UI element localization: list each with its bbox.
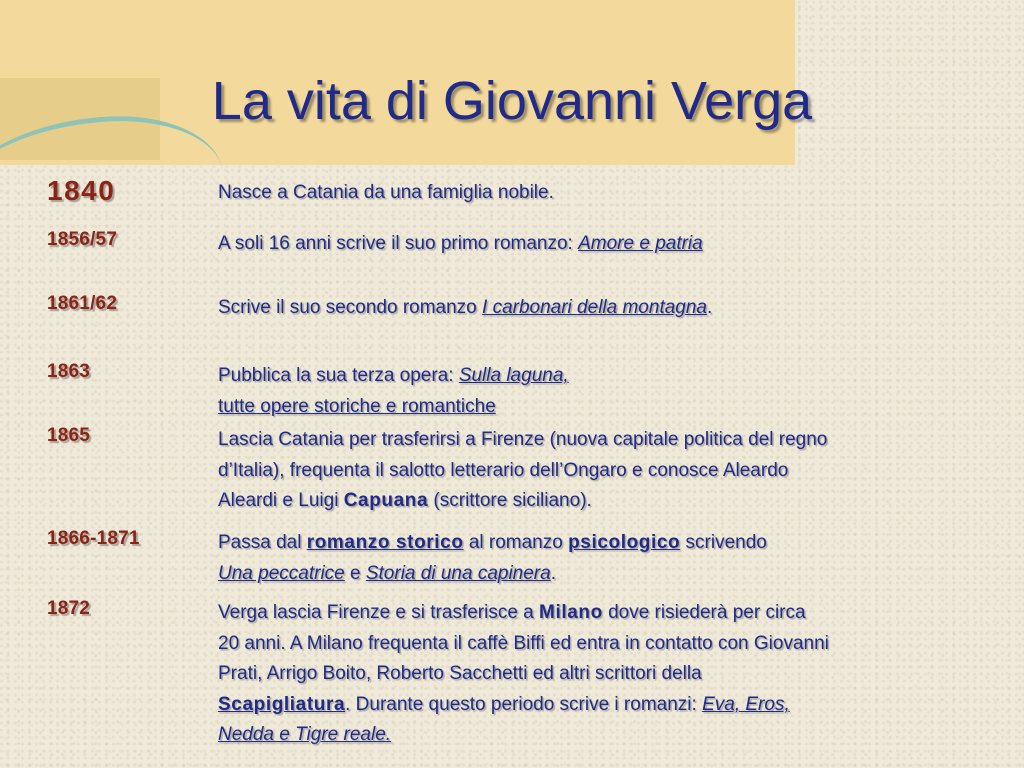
link-scapigliatura[interactable]: Scapigliatura [218,693,346,715]
link-romanzo-storico[interactable]: romanzo storico [306,532,464,553]
event-line: Lascia Catania per trasferirsi a Firenze (nuova capitale politica del regno [218,429,828,450]
work-link-nedda-tigre[interactable]: Nedda e Tigre reale. [218,724,392,745]
works-note-link[interactable]: tutte opere storiche e romantiche [218,395,496,417]
work-link-sulla-laguna[interactable]: Sulla laguna, [458,365,569,386]
event-text-end: . [550,562,556,584]
event-text: A soli 16 anni scrive il suo primo romanzo: [218,233,579,254]
event-text: Passa dal [218,532,307,553]
work-link-una-peccatrice[interactable]: Una peccatrice [218,562,345,584]
event-text: Pubblica la sua terza opera: [218,365,459,386]
event-description [218,229,978,260]
event-text-end: . [707,297,713,318]
year-label: 1866-1871 [47,528,140,549]
event-text: al romanzo [463,532,569,553]
year-label: 1863 [47,361,91,382]
place-milano: Milano [539,602,603,623]
event-text: . Durante questo periodo scrive i romanzi: [345,693,703,715]
work-link-amore-e-patria[interactable]: Amore e patria [578,233,703,254]
work-link-eva-eros[interactable]: Eva, Eros, [702,693,790,715]
event-text: (scrittore siciliano). [428,490,592,511]
year-label: 1840 [47,175,116,206]
event-line: d’Italia), frequenta il salotto letterario dell’Ongaro e conosce Aleardo [218,459,789,481]
name-capuana: Capuana [343,490,429,511]
event-description [218,361,978,422]
event-text: dove risiederà per circa [602,602,806,623]
event-description [218,425,978,517]
year-label: 1856/57 [47,229,118,250]
year-label: 1861/62 [47,293,118,314]
slide-title: La vita di Giovanni Verga [211,71,813,131]
year-label: 1872 [47,598,91,619]
year-label: 1865 [47,425,91,446]
event-text: Aleardi e Luigi [218,490,344,511]
work-link-storia-capinera[interactable]: Storia di una capinera [365,562,551,584]
event-description [218,293,978,324]
event-text: scrivendo [680,532,767,553]
event-text: e [344,562,366,584]
event-line: Prati, Arrigo Boito, Roberto Sacchetti ed altri scrittori della [218,663,702,684]
work-link-i-carbonari[interactable]: I carbonari della montagna [482,297,707,318]
event-description [218,598,978,751]
link-psicologico[interactable]: psicologico [568,532,681,553]
event-description [218,178,978,209]
event-description [218,528,978,589]
event-text: Nasce a Catania da una famiglia nobile. [218,182,554,203]
event-text: Scrive il suo secondo romanzo [218,297,483,318]
event-line: 20 anni. A Milano frequenta il caffè Biffi ed entra in contatto con Giovanni [218,632,829,654]
event-text: Verga lascia Firenze e si trasferisce a [218,602,540,623]
